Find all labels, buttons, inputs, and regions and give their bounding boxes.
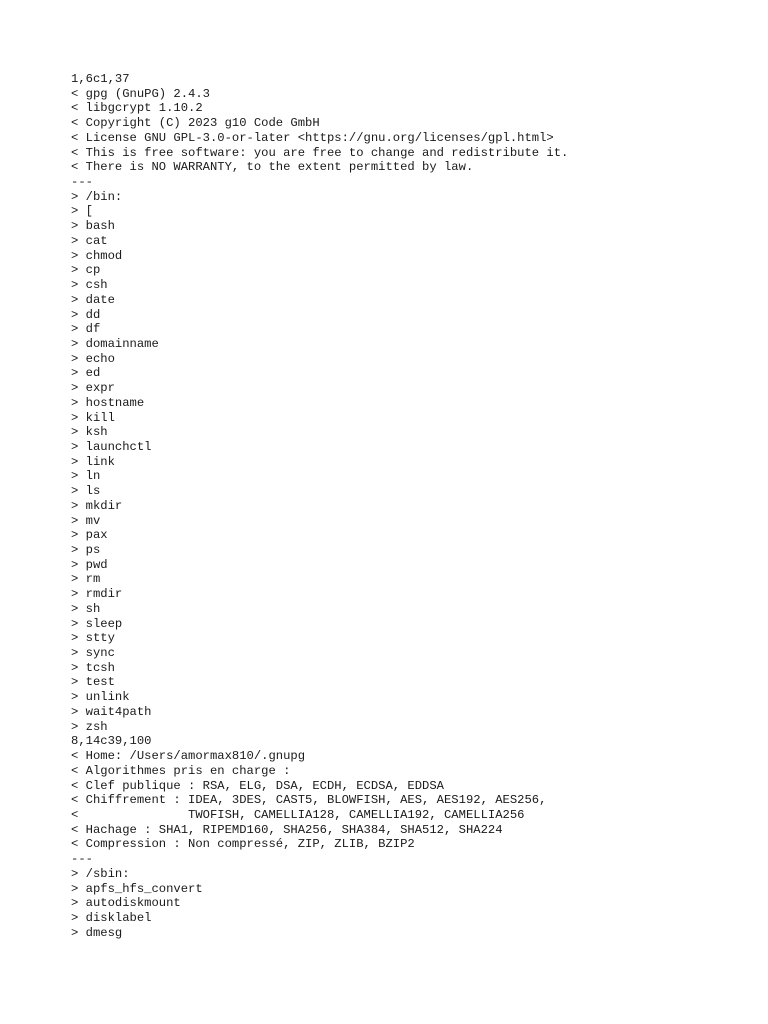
diff-output xyxy=(71,72,751,940)
text-line: < This is free software: you are free to change and redistribute it. xyxy=(71,145,569,160)
text-line: > tcsh xyxy=(71,660,115,675)
text-line: 1,6c1,37 xyxy=(71,72,130,86)
text-line: > df xyxy=(71,322,101,337)
text-line: > csh xyxy=(71,278,108,293)
text-line: > pwd xyxy=(71,557,108,572)
text-line: < Chiffrement : IDEA, 3DES, CAST5, BLOWFISH, AES, AES192, AES256, xyxy=(71,793,547,808)
text-line: > [ xyxy=(71,204,93,219)
text-line: > autodiskmount xyxy=(71,896,181,911)
text-line: > mkdir xyxy=(71,498,123,513)
text-line: > expr xyxy=(71,381,115,396)
text-line: > ksh xyxy=(71,425,108,440)
text-line: < Copyright (C) 2023 g10 Code GmbH xyxy=(71,116,320,131)
text-line: > domainname xyxy=(71,336,159,351)
text-line: > mv xyxy=(71,513,101,528)
text-line: > ed xyxy=(71,366,101,381)
text-line: > sh xyxy=(71,601,101,616)
text-line: > disklabel xyxy=(71,910,152,925)
text-line: > sync xyxy=(71,646,115,661)
text-line: > sleep xyxy=(71,616,123,631)
text-line: > dd xyxy=(71,307,101,322)
text-line: > rmdir xyxy=(71,587,123,602)
text-line: --- xyxy=(71,175,93,190)
text-line: > kill xyxy=(71,410,115,425)
text-line: > ln xyxy=(71,469,101,484)
text-line: > cp xyxy=(71,263,101,278)
text-line: > pax xyxy=(71,528,108,543)
text-line: > zsh xyxy=(71,719,108,734)
text-line: > date xyxy=(71,292,115,307)
text-line: > hostname xyxy=(71,395,145,410)
text-line: < Hachage : SHA1, RIPEMD160, SHA256, SHA384, SHA512, SHA224 xyxy=(71,822,503,837)
text-line: > test xyxy=(71,675,115,690)
text-line: < libgcrypt 1.10.2 xyxy=(71,101,203,116)
text-line: > wait4path xyxy=(71,704,152,719)
text-line: > ls xyxy=(71,484,101,499)
text-line: > /sbin: xyxy=(71,866,130,881)
text-line: > launchctl xyxy=(71,439,152,454)
text-line: < gpg (GnuPG) 2.4.3 xyxy=(71,86,210,101)
text-line: > link xyxy=(71,454,115,469)
text-line: > ps xyxy=(71,543,101,557)
text-line: > apfs_hfs_convert xyxy=(71,881,203,896)
text-line: < Clef publique : RSA, ELG, DSA, ECDH, ECDSA, EDDSA xyxy=(71,778,444,793)
text-line: < There is NO WARRANTY, to the extent permitted by law. xyxy=(71,160,474,175)
text-line: < Compression : Non compressé, ZIP, ZLIB, BZIP2 xyxy=(71,837,415,852)
text-line: > bash xyxy=(71,219,115,234)
text-line: < TWOFISH, CAMELLIA128, CAMELLIA192, CAMELLIA256 xyxy=(71,807,525,822)
text-line: > cat xyxy=(71,233,108,248)
text-line: > /bin: xyxy=(71,189,123,204)
text-line: --- xyxy=(71,852,93,867)
text-line: > rm xyxy=(71,572,101,587)
text-line: > unlink xyxy=(71,690,130,705)
text-line: < License GNU GPL-3.0-or-later <https://gnu.org/licenses/gpl.html> xyxy=(71,130,554,145)
text-line: > chmod xyxy=(71,248,123,263)
text-line: 8,14c39,100 xyxy=(71,734,152,749)
text-line: < Home: /Users/amormax810/.gnupg xyxy=(71,749,306,764)
text-line: > echo xyxy=(71,351,115,366)
text-line: < Algorithmes pris en charge : xyxy=(71,763,291,778)
text-line: > dmesg xyxy=(71,925,123,940)
text-line: > stty xyxy=(71,631,115,646)
